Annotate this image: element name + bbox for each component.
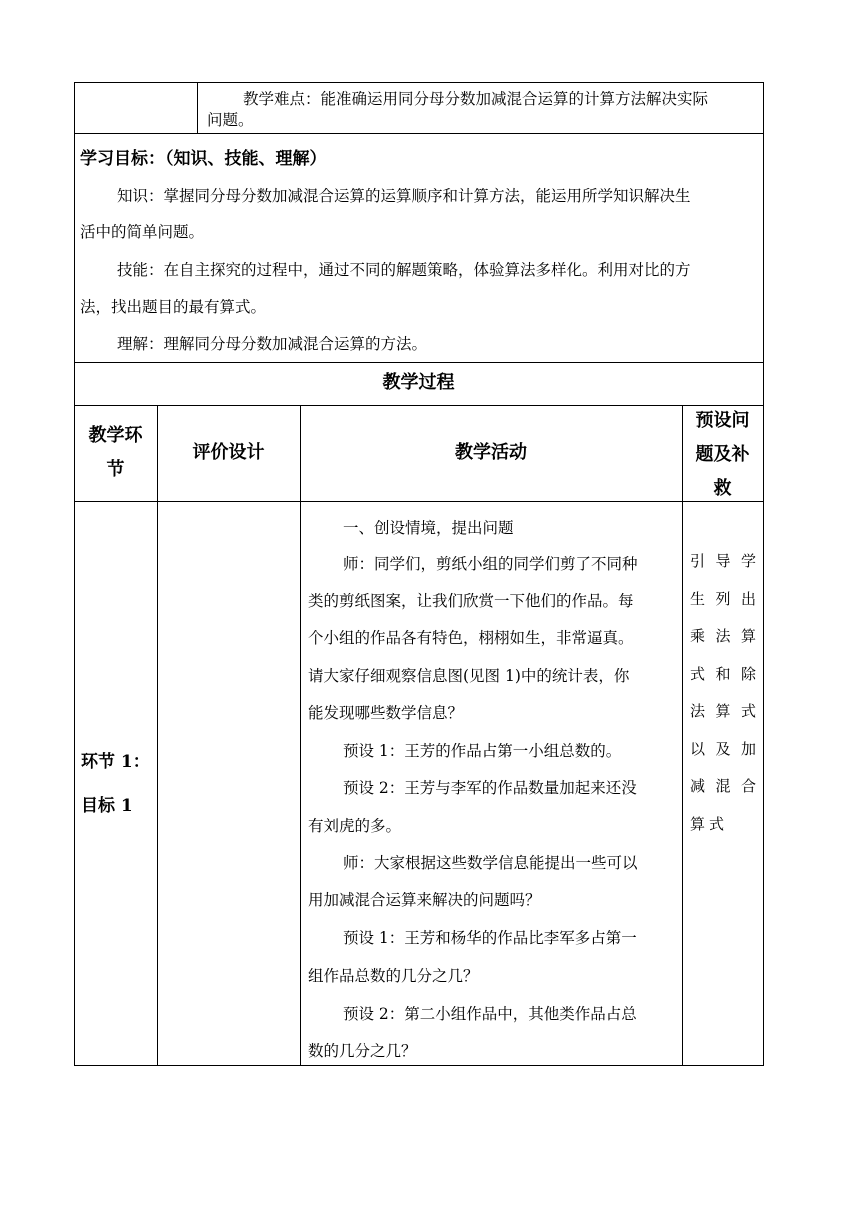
remedy-line: 引导学 bbox=[690, 552, 756, 570]
activity-line: 预设 2：王芳与李军的作品数量加起来还没 bbox=[343, 779, 637, 797]
section-label-line-1: 环节 1： bbox=[81, 752, 150, 772]
remedy-line: 以及加 bbox=[690, 739, 756, 758]
row-divider bbox=[74, 362, 764, 363]
header-activity: 教学活动 bbox=[455, 442, 527, 463]
activity-line: 师：同学们，剪纸小组的同学们剪了不同种 bbox=[343, 555, 638, 573]
remedy-text bbox=[690, 543, 756, 843]
activity-line: 个小组的作品各有特色，栩栩如生，非常逼真。 bbox=[308, 629, 634, 647]
col-divider bbox=[197, 82, 198, 133]
activity-line: 能发现哪些数学信息？ bbox=[308, 704, 464, 722]
activity-line: 一、创设情境，提出问题 bbox=[343, 519, 514, 537]
objective-skill-line-1: 技能：在自主探究的过程中，通过不同的解题策略，体验算法多样化。利用对比的方 bbox=[117, 261, 691, 279]
header-evaluation: 评价设计 bbox=[192, 442, 265, 463]
activity-line: 组作品总数的几分之几？ bbox=[308, 967, 479, 985]
activity-line: 请大家仔细观察信息图(见图 1)中的统计表，你 bbox=[308, 667, 630, 685]
header-section-line-2: 节 bbox=[106, 459, 125, 480]
remedy-line: 乘法算 bbox=[690, 627, 756, 645]
activity-line: 有刘虎的多。 bbox=[308, 817, 402, 835]
activity-line: 预设 1：王芳和杨华的作品比李军多占第一 bbox=[343, 929, 637, 947]
activity-line: 用加减混合运算来解决的问题吗？ bbox=[308, 891, 541, 909]
remedy-line: 算式 bbox=[690, 814, 729, 833]
remedy-line: 减混合 bbox=[690, 777, 756, 795]
header-remedy bbox=[682, 404, 763, 506]
objective-knowledge-line-1: 知识：掌握同分母分数加减混合运算的运算顺序和计算方法，能运用所学知识解决生 bbox=[117, 187, 691, 205]
activity-line: 师：大家根据这些数学信息能提出一些可以 bbox=[343, 854, 638, 872]
table-border-bottom bbox=[74, 1065, 764, 1066]
row-divider bbox=[74, 501, 764, 502]
row-divider bbox=[74, 133, 764, 134]
objective-understanding: 理解：理解同分母分数加减混合运算的方法。 bbox=[117, 335, 428, 353]
activity-line: 预设 2：第二小组作品中，其他类作品占总 bbox=[343, 1005, 637, 1023]
header-remedy-line-1: 预设问 bbox=[695, 410, 750, 431]
difficulty-line-1: 教学难点：能准确运用同分母分数加减混合运算的计算方法解决实际 bbox=[243, 90, 709, 108]
col-divider bbox=[300, 405, 301, 1065]
activity-line: 类的剪纸图案，让我们欣赏一下他们的作品。每 bbox=[308, 592, 634, 610]
section-label-line-2: 目标 1 bbox=[81, 796, 133, 816]
remedy-line: 法算式 bbox=[690, 702, 756, 720]
objective-knowledge-line-2: 活中的简单问题。 bbox=[80, 223, 205, 241]
header-remedy-line-3: 救 bbox=[713, 478, 732, 499]
col-divider bbox=[157, 405, 158, 1065]
table-border-top bbox=[74, 82, 764, 83]
activity-line: 预设 1：王芳的作品占第一小组总数的。 bbox=[343, 742, 622, 760]
objective-skill-line-2: 法，找出题目的最有算式。 bbox=[80, 298, 267, 316]
table-border-right bbox=[763, 82, 764, 1065]
process-title: 教学过程 bbox=[382, 372, 455, 393]
objectives-heading: 学习目标：（知识、技能、理解） bbox=[80, 149, 327, 169]
header-section-line-1: 教学环 bbox=[88, 425, 143, 446]
activity-line: 数的几分之几？ bbox=[308, 1042, 417, 1060]
header-remedy-line-2: 题及补 bbox=[695, 444, 750, 465]
header-section bbox=[74, 419, 157, 487]
remedy-line: 式和除 bbox=[690, 664, 756, 683]
table-border-left bbox=[74, 82, 75, 1065]
difficulty-line-2: 问题。 bbox=[207, 111, 254, 129]
row-divider bbox=[74, 405, 764, 406]
remedy-line: 生列出 bbox=[690, 589, 756, 608]
